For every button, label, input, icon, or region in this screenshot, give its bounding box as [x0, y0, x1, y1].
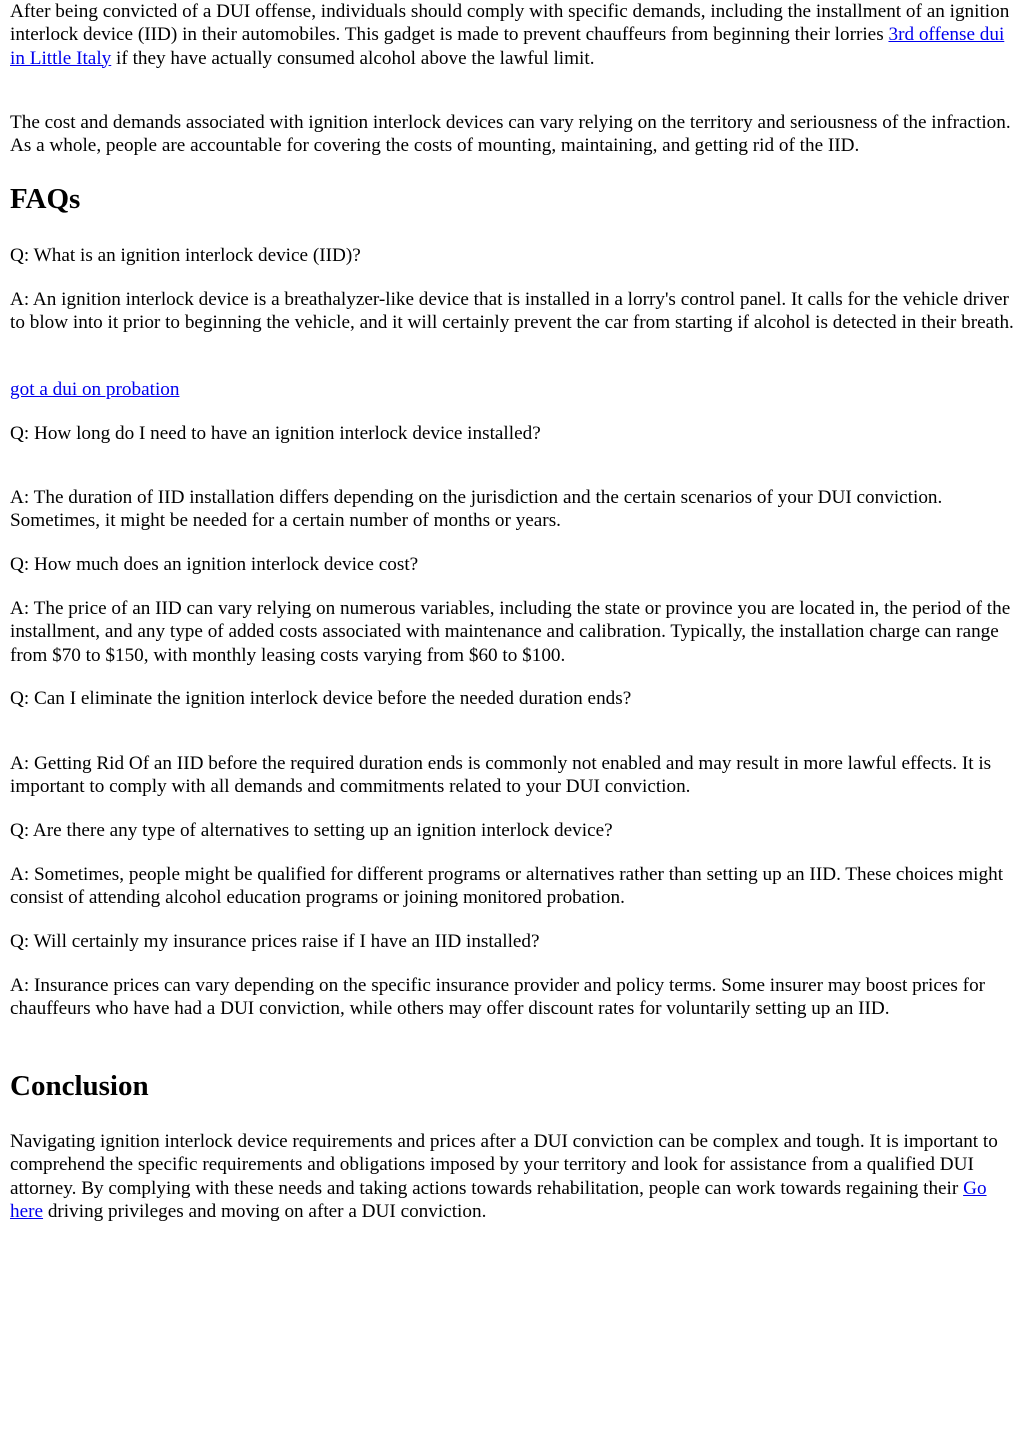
- faq-answer-4: A: Getting Rid Of an IID before the required duration ends is commonly not enabled and may result in more lawful effects. It is important to comply with all demands and commitments related to your DUI conviction.: [10, 753, 992, 798]
- faq-question-3: Q: How much does an ignition interlock device cost?: [10, 554, 419, 575]
- faq-question-2: Q: How long do I need to have an ignition interlock device installed?: [10, 423, 541, 444]
- intro-text-before: After being convicted of a DUI offense, individuals should comply with specific demands, including the installment of an ignition interlock device (IID) in their automobiles. This gadget is made to prevent chauffeurs from beginning their lorries: [10, 1, 1010, 46]
- intro-paragraph: [10, 0, 1016, 70]
- link-3rd-offense-dui[interactable]: 3rd offense dui in Little Italy: [10, 24, 1005, 69]
- faq-answer-6: A: Insurance prices can vary depending on the specific insurance provider and policy terms. Some insurer may boost prices for chauffeurs who have had a DUI conviction, while others may offer discount rates for voluntarily setting up an IID.: [10, 975, 986, 1020]
- faq-answer-5: A: Sometimes, people might be qualified for different programs or alternatives rather than setting up an IID. These choices might consist of attending alcohol education programs or joining monitored probation.: [10, 864, 1004, 909]
- conclusion-heading: Conclusion: [10, 1070, 149, 1102]
- link-dui-on-probation[interactable]: got a dui on probation: [10, 379, 180, 400]
- faqs-heading: FAQs: [10, 183, 81, 215]
- faq-answer-3: A: The price of an IID can vary relying on numerous variables, including the state or province you are located in, the period of the installment, and any type of added costs associated with maintenance and calibration. Typically, the installation charge can range from $70 to $150, with monthly leasing costs varying from $60 to $100.: [10, 598, 1011, 666]
- faq-question-5: Q: Are there any type of alternatives to setting up an ignition interlock device?: [10, 820, 613, 841]
- conclusion-text-after: driving privileges and moving on after a DUI conviction.: [43, 1200, 487, 1222]
- faq-answer-1: A: An ignition interlock device is a breathalyzer-like device that is installed in a lorry's control panel. It calls for the vehicle driver to blow into it prior to beginning the vehicle, and it will certainly prevent the car from starting if alcohol is detected in their breath.: [10, 289, 1014, 334]
- faq-question-1: Q: What is an ignition interlock device (IID)?: [10, 245, 361, 266]
- intro-text-after: if they have actually consumed alcohol above the lawful limit.: [111, 47, 595, 69]
- cost-paragraph: The cost and demands associated with ignition interlock devices can vary relying on the territory and seriousness of the infraction. As a whole, people are accountable for covering the costs of mounting, maintaining, and getting rid of the IID.: [10, 112, 1011, 157]
- conclusion-text-before: Navigating ignition interlock device requirements and prices after a DUI conviction can be complex and tough. It is important to comprehend the specific requirements and obligations imposed by your territory and look for assistance from a qualified DUI attorney. By complying with these needs and taking actions towards rehabilitation, people can work towards regaining their: [10, 1131, 998, 1199]
- faq-question-6: Q: Will certainly my insurance prices raise if I have an IID installed?: [10, 931, 540, 952]
- faq-question-4: Q: Can I eliminate the ignition interlock device before the needed duration ends?: [10, 688, 632, 709]
- conclusion-paragraph: [10, 1130, 1016, 1223]
- faq-answer-2: A: The duration of IID installation differs depending on the jurisdiction and the certain scenarios of your DUI conviction. Sometimes, it might be needed for a certain number of months or years.: [10, 487, 943, 532]
- probation-link-paragraph: [10, 378, 1016, 401]
- link-go-here[interactable]: Go here: [10, 1177, 987, 1222]
